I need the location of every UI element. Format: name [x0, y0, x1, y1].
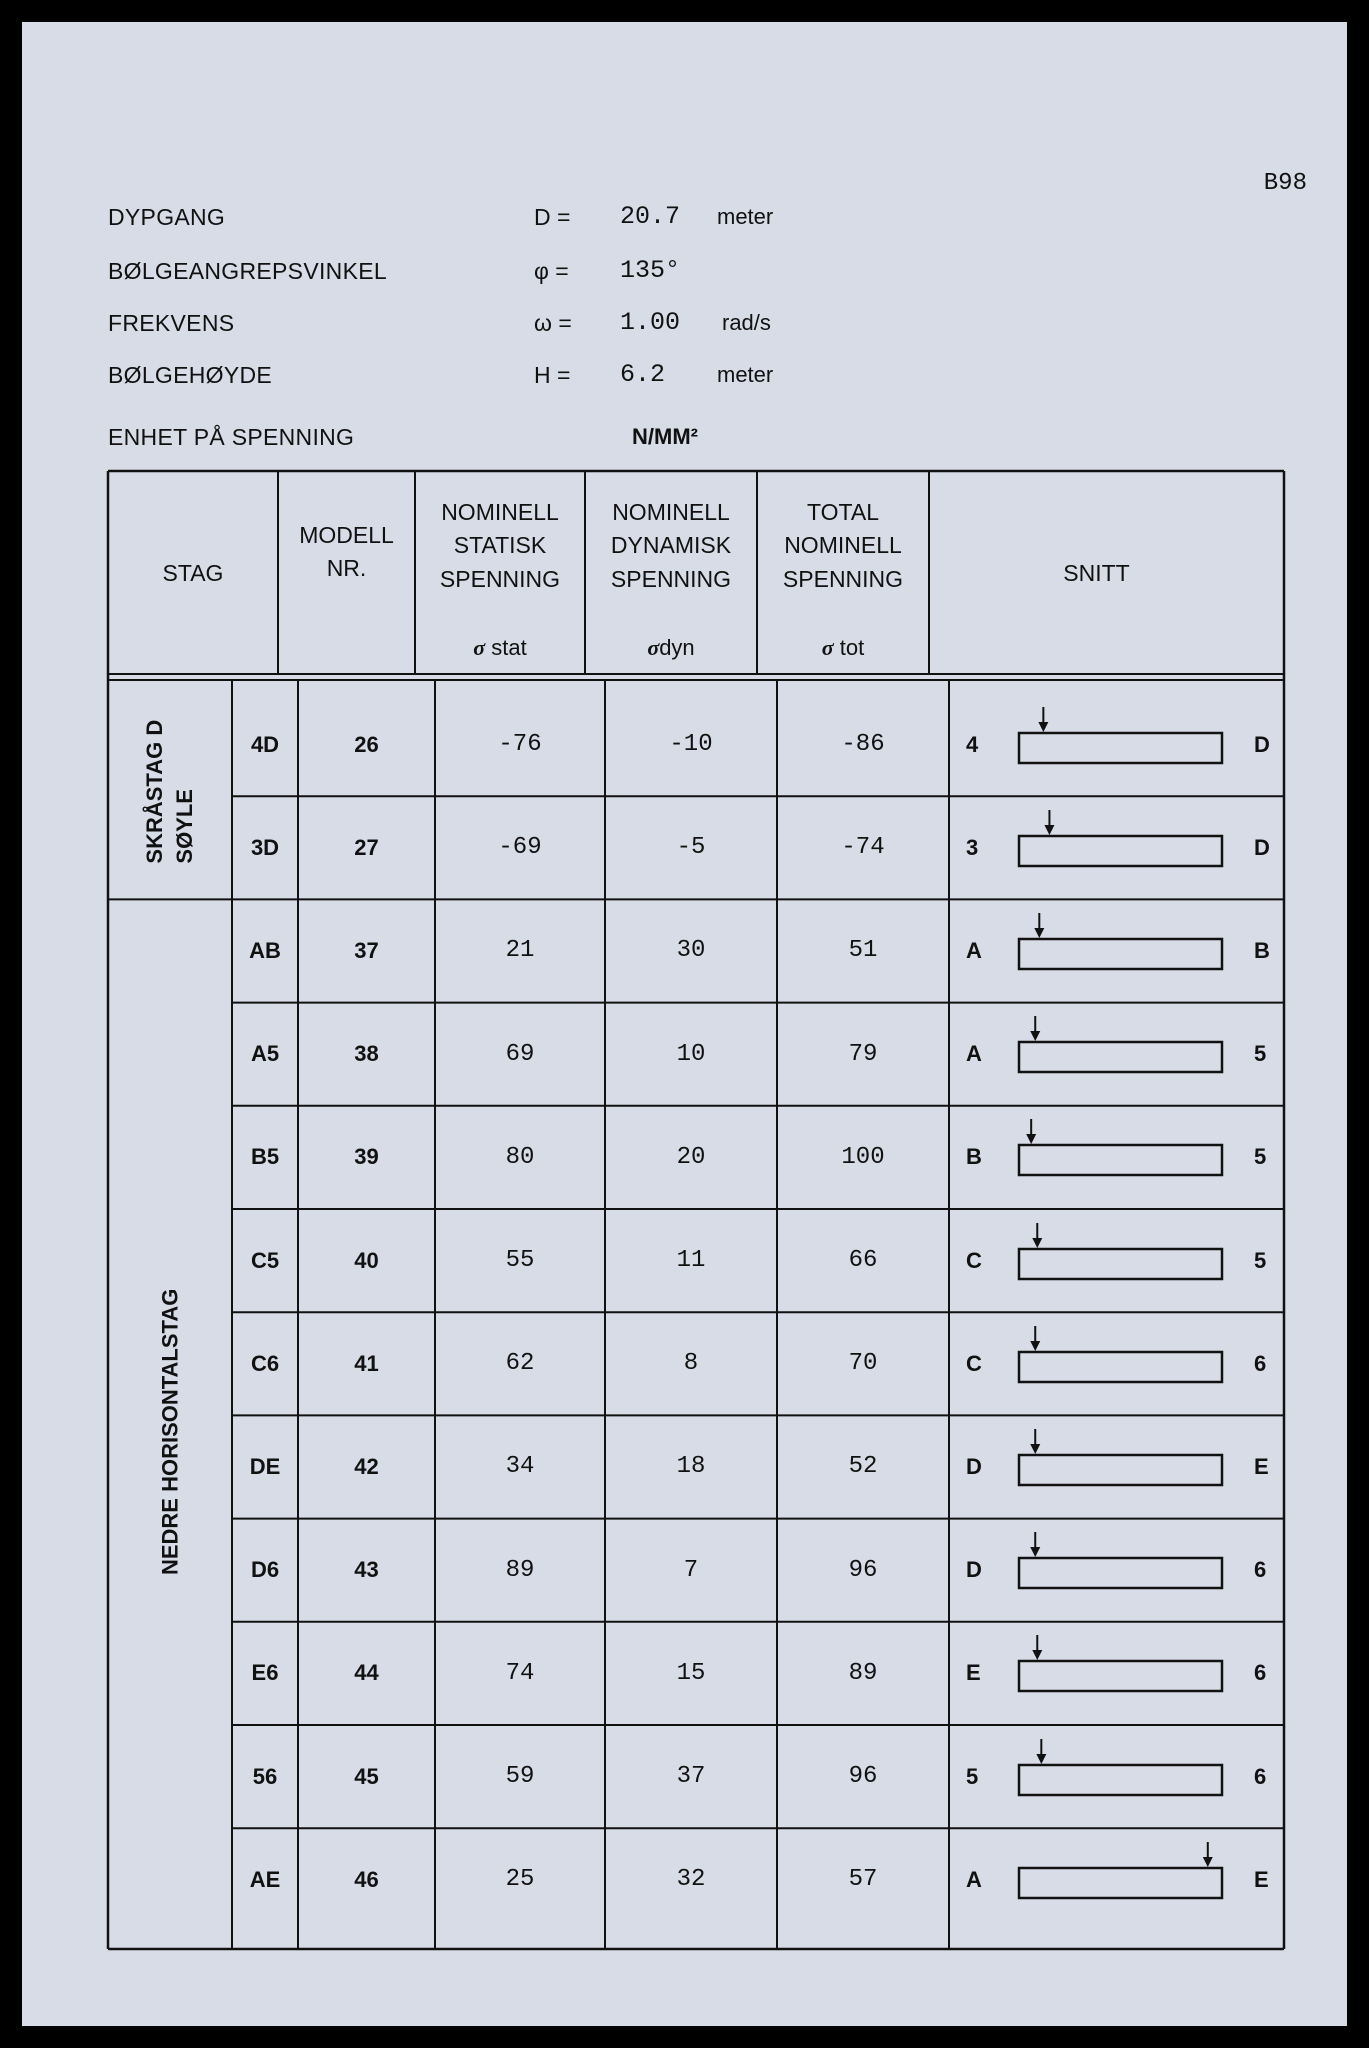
cell-sigma-dyn: 7 [683, 1556, 699, 1584]
group-skrastag-line1: SKRÅSTAG D [142, 720, 168, 864]
snitt-right-label: 5 [1254, 1247, 1267, 1273]
section-bar [1019, 939, 1222, 969]
snitt-right-label: 6 [1254, 1763, 1267, 1789]
section-bar [1019, 1765, 1222, 1795]
cell-sigma-dyn: -5 [676, 834, 706, 862]
cell-sigma-stat: 89 [505, 1556, 535, 1584]
header-snitt: SNITT [1063, 560, 1130, 587]
arrow-down-icon [1030, 1444, 1040, 1454]
cell-sigma-tot: -74 [841, 834, 885, 862]
param-value: 6.2 [620, 360, 666, 389]
arrow-down-icon [1026, 1134, 1036, 1144]
header-modell-line1: MODELL [299, 521, 394, 548]
cell-sigma-tot: 89 [848, 1659, 878, 1687]
cell-stag: C5 [250, 1247, 280, 1273]
cell-stag: 56 [252, 1763, 278, 1789]
param-unit: meter [717, 204, 774, 229]
sigma-stat-label [415, 626, 585, 670]
section-bar [1019, 1042, 1222, 1072]
snitt-left-label: D [966, 1454, 982, 1479]
cell-sigma-dyn: 11 [676, 1247, 706, 1275]
cell-sigma-stat: 34 [505, 1453, 535, 1481]
sigma-symbol: σ [821, 635, 834, 660]
page-reference: B98 [1263, 170, 1307, 197]
arrow-down-icon [1030, 1031, 1040, 1041]
cross-section-diagram [1014, 1117, 1234, 1187]
cell-sigma-dyn: -10 [669, 731, 713, 759]
section-bar [1019, 1145, 1222, 1175]
cell-modell-nr: 39 [354, 1144, 379, 1170]
cell-sigma-tot: -86 [841, 731, 885, 759]
arrow-down-icon [1032, 1238, 1042, 1248]
cell-sigma-tot: 51 [848, 937, 878, 965]
cell-sigma-tot: 57 [848, 1866, 878, 1894]
cell-stag: AE [249, 1866, 281, 1892]
cross-section-diagram [1014, 1324, 1234, 1394]
cell-modell-nr: 40 [354, 1247, 379, 1273]
param-label: BØLGEHØYDE [108, 362, 273, 388]
cell-sigma-stat: 59 [505, 1763, 535, 1791]
header-modell [278, 471, 415, 633]
cell-sigma-dyn: 18 [676, 1453, 706, 1481]
sigma-stat-sub: stat [491, 635, 527, 660]
cell-sigma-tot: 79 [848, 1040, 878, 1068]
snitt-left-label: B [966, 1144, 982, 1170]
section-bar [1019, 836, 1222, 866]
header-total [757, 496, 929, 596]
cross-section-diagram [1014, 1737, 1234, 1807]
arrow-down-icon [1044, 825, 1054, 835]
header-statisk [415, 496, 585, 596]
cell-modell-nr: 26 [354, 731, 379, 757]
sigma-tot-sub: tot [839, 635, 865, 660]
header-total-line2: NOMINELL [784, 532, 902, 559]
cell-sigma-stat: 69 [505, 1040, 535, 1068]
cell-modell-nr: 38 [354, 1041, 379, 1067]
header-dynamisk-line2: DYNAMISK [610, 532, 732, 559]
group-label-skrastag [108, 682, 232, 902]
cell-stag: 3D [250, 834, 280, 860]
cell-sigma-tot: 96 [848, 1556, 878, 1584]
section-bar [1019, 1868, 1222, 1898]
snitt-right-label: 6 [1254, 1660, 1267, 1686]
cell-sigma-stat: 62 [505, 1350, 535, 1378]
cross-section-diagram [1014, 1221, 1234, 1291]
cell-modell-nr: 37 [354, 937, 379, 963]
arrow-down-icon [1032, 1650, 1042, 1660]
sigma-tot-label [757, 626, 929, 670]
snitt-left-label: 3 [966, 834, 979, 860]
cell-stag: A5 [250, 1041, 280, 1067]
param-value: 135° [620, 256, 681, 285]
snitt-right-label: D [1254, 731, 1270, 757]
sigma-dyn-sub: dyn [659, 635, 695, 660]
snitt-left-label: C [966, 1350, 982, 1376]
snitt-left-label: E [966, 1660, 981, 1686]
param-symbol: D = [534, 204, 571, 230]
cell-sigma-stat: 25 [505, 1866, 535, 1894]
cross-section-diagram [1014, 911, 1234, 981]
arrow-down-icon [1038, 722, 1048, 732]
cell-sigma-dyn: 30 [676, 937, 706, 965]
snitt-left-label: C [966, 1247, 982, 1273]
section-bar [1019, 733, 1222, 763]
cell-stag: DE [249, 1453, 281, 1479]
cell-stag: D6 [250, 1557, 280, 1583]
cell-sigma-dyn: 20 [676, 1143, 706, 1171]
param-symbol: H = [534, 362, 571, 388]
cell-modell-nr: 27 [354, 834, 379, 860]
cell-sigma-stat: 55 [505, 1247, 535, 1275]
cell-sigma-stat: 21 [505, 937, 535, 965]
cell-sigma-stat: 74 [505, 1659, 535, 1687]
section-bar [1019, 1249, 1222, 1279]
snitt-right-label: D [1254, 834, 1270, 860]
document-page [22, 22, 1347, 2026]
param-label: FREKVENS [108, 310, 235, 336]
section-bar [1019, 1352, 1222, 1382]
snitt-right-label: E [1254, 1866, 1269, 1892]
param-symbol: φ = [534, 258, 569, 284]
cell-sigma-stat: -76 [498, 731, 542, 759]
arrow-down-icon [1036, 1754, 1046, 1764]
cell-stag: E6 [251, 1660, 279, 1686]
section-bar [1019, 1455, 1222, 1485]
group-nedre-text: NEDRE HORISONTALSTAG [157, 1288, 183, 1575]
header-dynamisk-line1: NOMINELL [612, 498, 730, 525]
cross-section-diagram [1014, 1633, 1234, 1703]
cross-section-diagram [1014, 808, 1234, 878]
header-modell-line2: NR. [326, 555, 367, 581]
sigma-symbol: σ [647, 635, 660, 660]
cell-modell-nr: 45 [354, 1763, 379, 1789]
header-total-line3: SPENNING [782, 565, 904, 592]
header-statisk-line1: NOMINELL [441, 498, 559, 525]
arrow-down-icon [1203, 1857, 1213, 1867]
section-bar [1019, 1558, 1222, 1588]
snitt-right-label: 6 [1254, 1557, 1267, 1583]
arrow-down-icon [1030, 1547, 1040, 1557]
cell-sigma-dyn: 37 [676, 1763, 706, 1791]
group-label-nedre [108, 914, 232, 1949]
sigma-dyn-label [585, 626, 757, 670]
snitt-left-label: 4 [966, 731, 979, 757]
snitt-left-label: A [966, 1866, 982, 1892]
snitt-right-label: 5 [1254, 1144, 1267, 1170]
snitt-left-label: A [966, 1041, 982, 1067]
cell-sigma-tot: 52 [848, 1453, 878, 1481]
header-stag: STAG [162, 560, 224, 587]
cell-modell-nr: 41 [354, 1350, 379, 1376]
cross-section-diagram [1014, 1014, 1234, 1084]
arrow-down-icon [1034, 928, 1044, 938]
cell-sigma-tot: 96 [848, 1763, 878, 1791]
param-label: BØLGEANGREPSVINKEL [108, 258, 387, 284]
snitt-left-label: A [966, 938, 982, 963]
group-skrastag-line2: SØYLE [172, 789, 198, 864]
cell-modell-nr: 43 [354, 1557, 379, 1583]
snitt-right-label: 6 [1254, 1350, 1267, 1376]
snitt-right-label: E [1254, 1454, 1269, 1479]
param-unit: meter [717, 362, 774, 387]
cell-modell-nr: 42 [354, 1453, 379, 1479]
cell-sigma-tot: 66 [848, 1247, 878, 1275]
param-symbol: ω = [534, 310, 572, 336]
snitt-right-label: 5 [1254, 1041, 1267, 1067]
unit-label: ENHET PÅ SPENNING [108, 424, 355, 450]
cell-sigma-dyn: 32 [676, 1866, 706, 1894]
cell-sigma-stat: 80 [505, 1143, 535, 1171]
snitt-left-label: 5 [966, 1763, 979, 1789]
snitt-right-label: B [1254, 938, 1270, 963]
cell-stag: 4D [250, 731, 280, 757]
cross-section-diagram [1014, 1840, 1234, 1910]
param-value: 20.7 [620, 202, 681, 231]
param-value: 1.00 [620, 308, 681, 337]
cell-stag: C6 [250, 1350, 280, 1376]
cell-stag: AB [249, 937, 281, 963]
cell-sigma-dyn: 15 [676, 1659, 706, 1687]
cell-sigma-dyn: 8 [683, 1350, 699, 1378]
cell-modell-nr: 46 [354, 1866, 379, 1892]
snitt-left-label: D [966, 1557, 982, 1583]
cell-stag: B5 [250, 1144, 280, 1170]
header-dynamisk-line3: SPENNING [610, 565, 732, 592]
sigma-symbol: σ [473, 635, 486, 660]
header-statisk-line2: STATISK [453, 532, 547, 559]
arrow-down-icon [1030, 1341, 1040, 1351]
cell-sigma-stat: -69 [498, 834, 542, 862]
param-unit: rad/s [722, 310, 771, 335]
cell-sigma-tot: 70 [848, 1350, 878, 1378]
cell-sigma-tot: 100 [841, 1143, 885, 1171]
cross-section-diagram [1014, 1530, 1234, 1600]
cross-section-diagram [1014, 705, 1234, 775]
unit-value: N/MM² [632, 424, 698, 449]
cross-section-diagram [1014, 1427, 1234, 1497]
cell-modell-nr: 44 [354, 1660, 379, 1686]
header-dynamisk [585, 496, 757, 596]
section-bar [1019, 1661, 1222, 1691]
header-total-line1: TOTAL [806, 498, 879, 525]
param-label: DYPGANG [108, 204, 226, 230]
header-statisk-line3: SPENNING [439, 565, 561, 592]
cell-sigma-dyn: 10 [676, 1040, 706, 1068]
